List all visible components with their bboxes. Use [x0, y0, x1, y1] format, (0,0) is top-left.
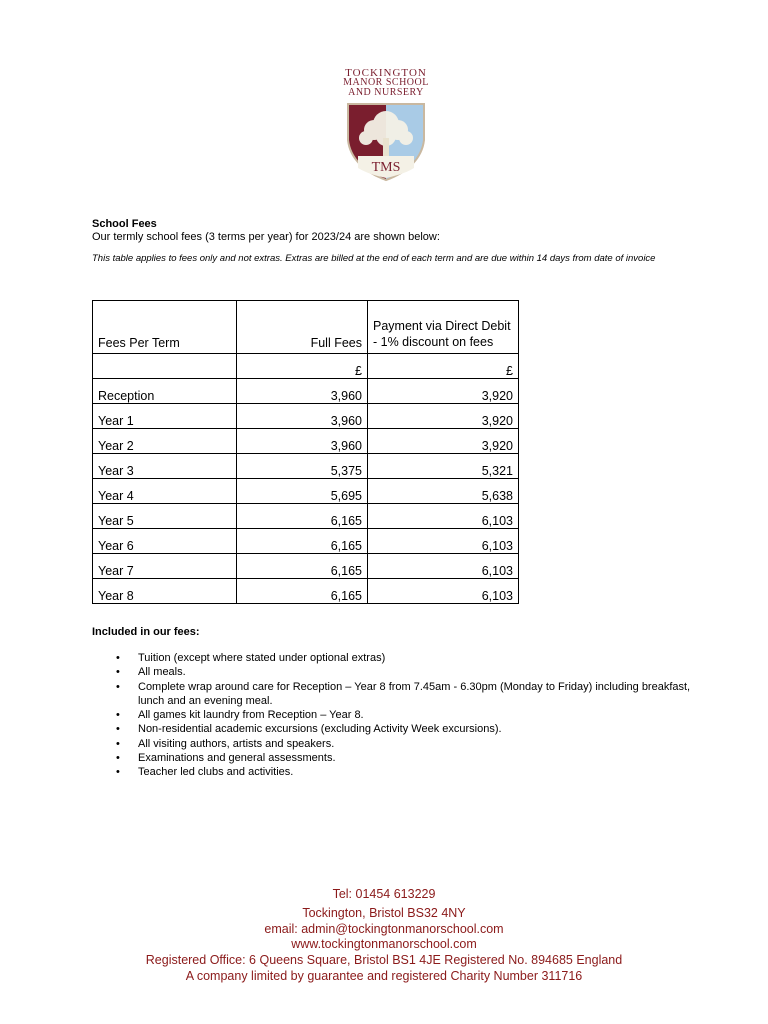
table-row [93, 554, 519, 579]
shield-crest-icon [344, 100, 428, 184]
intro-section [92, 218, 692, 264]
footer-company-info: A company limited by guarantee and registered Charity Number 311716 [185, 968, 583, 983]
footer-registered-office: Registered Office: 6 Queens Square, Bristol BS1 4JE Registered No. 894685 England [145, 953, 623, 968]
full-fee-cell: 3,960 [237, 404, 368, 429]
dd-fee-cell: 6,103 [368, 504, 519, 529]
included-section [92, 626, 712, 780]
table-currency-row [93, 354, 519, 379]
list-item: • All meals. [138, 665, 712, 679]
logo-monogram: TMS [371, 160, 401, 175]
full-fee-cell: 5,375 [237, 454, 368, 479]
full-fee-cell: 6,165 [237, 579, 368, 604]
table-row [93, 379, 519, 404]
list-item: • Complete wrap around care for Reception – Year 8 from 7.45am - 6.30pm (Monday to Friday) including breakfast, lunch and an evening meal. [138, 680, 712, 709]
included-heading: Included in our fees: [92, 626, 200, 638]
list-item: • Examinations and general assessments. [138, 751, 712, 765]
fees-table [92, 300, 519, 604]
row-label: Year 4 [93, 479, 237, 504]
full-fee-cell: 6,165 [237, 504, 368, 529]
school-logo [336, 68, 436, 184]
full-fee-cell: 5,695 [237, 479, 368, 504]
row-label: Year 8 [93, 579, 237, 604]
dd-fee-cell: 3,920 [368, 379, 519, 404]
list-item: • All games kit laundry from Reception – Year 8. [138, 708, 712, 722]
header-direct-debit: Payment via Direct Debit - 1% discount on fees [368, 301, 519, 354]
row-label: Year 5 [93, 504, 237, 529]
footer-email[interactable]: email: admin@tockingtonmanorschool.com [264, 921, 504, 936]
row-label: Year 1 [93, 404, 237, 429]
header-full-fees: Full Fees [237, 301, 368, 354]
dd-fee-cell: 5,321 [368, 454, 519, 479]
full-fee-cell: 3,960 [237, 379, 368, 404]
section-heading: School Fees [92, 218, 157, 230]
table-row [93, 529, 519, 554]
table-row [93, 579, 519, 604]
dd-fee-cell: 3,920 [368, 404, 519, 429]
dd-fee-cell: 5,638 [368, 479, 519, 504]
footer-tel: Tel: 01454 613229 [332, 887, 436, 901]
intro-note: This table applies to fees only and not extras. Extras are billed at the end of each term and are due within 14 days from date of invoice [92, 253, 656, 264]
logo-line-3: AND NURSERY [348, 87, 424, 98]
logo-wordmark [336, 68, 436, 98]
dd-fee-cell: 6,103 [368, 579, 519, 604]
table-row [93, 504, 519, 529]
dd-fee-cell: 6,103 [368, 554, 519, 579]
dd-fee-cell: 3,920 [368, 429, 519, 454]
full-fee-cell: 6,165 [237, 529, 368, 554]
list-item: • Tuition (except where stated under optional extras) [138, 651, 712, 665]
header-fees-per-term: Fees Per Term [93, 301, 237, 354]
logo-line-2: MANOR SCHOOL [343, 77, 429, 88]
logo-line-1: TOCKINGTON [345, 67, 427, 79]
table-row [93, 404, 519, 429]
footer-address: Tockington, Bristol BS32 4NY [302, 905, 466, 920]
table-row [93, 429, 519, 454]
currency-cell: £ [237, 354, 368, 379]
full-fee-cell: 3,960 [237, 429, 368, 454]
row-label: Reception [93, 379, 237, 404]
list-item: • Teacher led clubs and activities. [138, 765, 712, 779]
row-label: Year 6 [93, 529, 237, 554]
row-label: Year 3 [93, 454, 237, 479]
list-item: • Non-residential academic excursions (excluding Activity Week excursions). [138, 722, 712, 736]
dd-fee-cell: 6,103 [368, 529, 519, 554]
row-label: Year 2 [93, 429, 237, 454]
included-list [92, 651, 712, 780]
table-row [93, 454, 519, 479]
intro-text: Our termly school fees (3 terms per year) for 2023/24 are shown below: [92, 231, 440, 243]
footer [0, 887, 768, 985]
footer-website[interactable]: www.tockingtonmanorschool.com [291, 937, 477, 952]
currency-cell [93, 354, 237, 379]
currency-cell: £ [368, 354, 519, 379]
full-fee-cell: 6,165 [237, 554, 368, 579]
row-label: Year 7 [93, 554, 237, 579]
list-item: • All visiting authors, artists and speakers. [138, 737, 712, 751]
table-header-row [93, 301, 519, 354]
table-row [93, 479, 519, 504]
